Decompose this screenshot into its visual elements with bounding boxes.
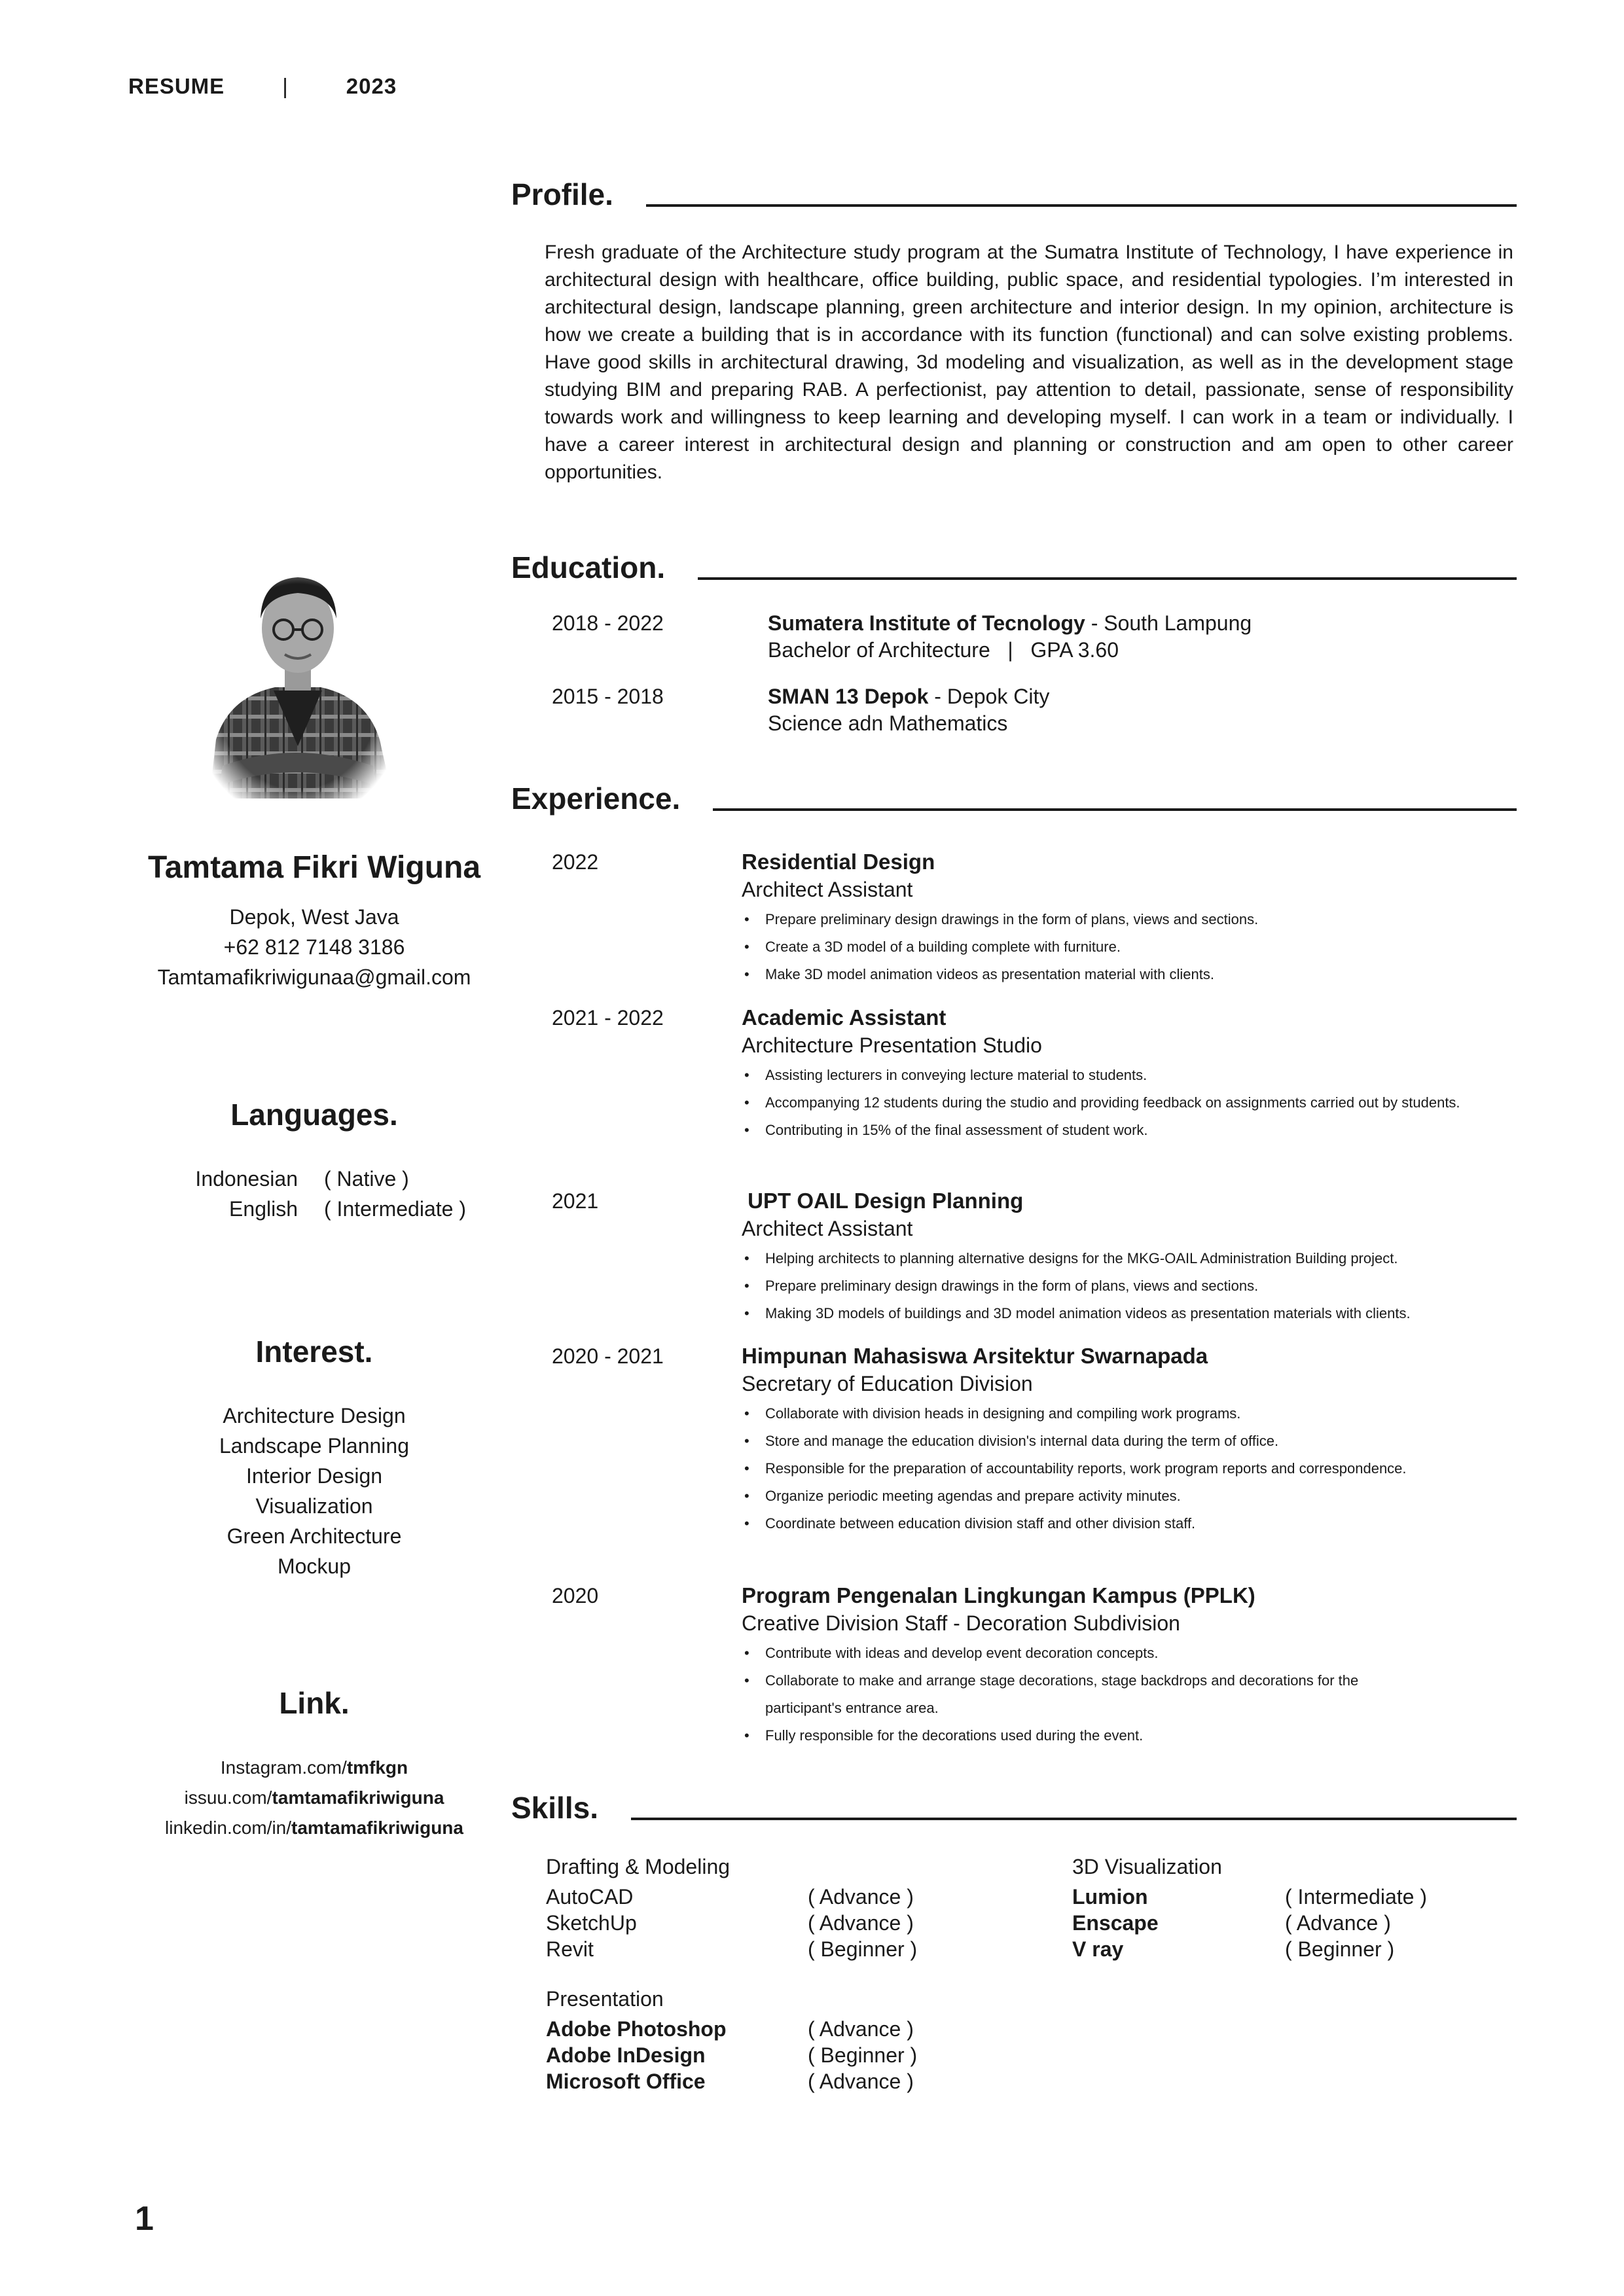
skills-drafting: [546, 1854, 917, 1962]
skill-level: ( Beginner ): [808, 2043, 918, 2067]
education-detail: Science adn Mathematics: [768, 711, 1008, 735]
profile-rule: [646, 204, 1517, 207]
experience-bullet: • Create a 3D model of a building complete with furniture.: [742, 933, 1534, 961]
experience-years: 2021 - 2022: [552, 1006, 664, 1030]
interest-item: Green Architecture: [226, 1524, 402, 1548]
skills-group-title: 3D Visualization: [1072, 1855, 1222, 1878]
experience-bullet: • Store and manage the education division's internal data during the term of office.: [742, 1427, 1534, 1455]
interest-item: Interior Design: [245, 1464, 383, 1488]
skills-title: Skills.: [511, 1791, 598, 1825]
experience-bullet: • Coordinate between education division staff and other division staff.: [742, 1510, 1534, 1537]
skill-tool: Enscape: [1072, 1911, 1159, 1935]
experience-item: [552, 1582, 1534, 1749]
experience-title: Academic Assistant: [742, 1005, 947, 1030]
experience-bullet: • Make 3D model animation videos as presentation material with clients.: [742, 961, 1534, 988]
education-place: - South Lampung: [1085, 611, 1252, 635]
education-detail: Bachelor of Architecture | GPA 3.60: [768, 638, 1119, 662]
interest-item: Mockup: [277, 1554, 352, 1578]
experience-bullet: • Contributing in 15% of the final assessment of student work.: [742, 1117, 1481, 1144]
page-header: [128, 74, 397, 99]
link-prefix: Instagram.com/: [220, 1757, 347, 1778]
experience-bullets: [742, 906, 1534, 988]
experience-role: Secretary of Education Division: [742, 1372, 1033, 1395]
experience-item: [552, 1342, 1534, 1537]
link-handle: tamtamafikriwiguna: [291, 1818, 463, 1838]
experience-title: UPT OAIL Design Planning: [742, 1189, 1024, 1213]
interest-item: Architecture Design: [223, 1404, 406, 1427]
language-name: Indonesian: [195, 1167, 298, 1191]
experience-role: Architect Assistant: [742, 1217, 913, 1240]
experience-years: 2020 - 2021: [552, 1344, 664, 1368]
links-list: [105, 1753, 524, 1843]
skill-level: ( Beginner ): [1285, 1937, 1395, 1961]
interest-item: Visualization: [255, 1494, 373, 1518]
skills-visualization: [1072, 1854, 1427, 1962]
experience-bullets: [742, 1400, 1534, 1537]
experience-rule: [713, 808, 1517, 811]
person-photo-icon: [196, 550, 399, 798]
experience-bullet: • Assisting lecturers in conveying lecture material to students.: [742, 1062, 1481, 1089]
skills-group-title: Drafting & Modeling: [546, 1855, 731, 1878]
skill-tool: Lumion: [1072, 1885, 1148, 1909]
skill-tool: Adobe Photoshop: [546, 2017, 727, 2041]
experience-bullet: • Collaborate to make and arrange stage decorations, stage backdrops and decorations for the participant's entrance area.: [742, 1667, 1435, 1722]
skill-tool: Revit: [546, 1937, 594, 1961]
education-school: SMAN 13 Depok: [768, 685, 929, 708]
language-level: ( Intermediate ): [324, 1197, 466, 1221]
experience-bullet: • Accompanying 12 students during the studio and providing feedback on assignments carried out by students.: [742, 1089, 1481, 1117]
skill-level: ( Advance ): [808, 1885, 914, 1909]
experience-bullet: • Prepare preliminary design drawings in the form of plans, views and sections.: [742, 906, 1534, 933]
experience-bullet: • Prepare preliminary design drawings in the form of plans, views and sections.: [742, 1272, 1534, 1300]
skill-level: ( Beginner ): [808, 1937, 918, 1961]
education-item: [552, 610, 1534, 664]
link-linkedin[interactable]: [105, 1813, 524, 1843]
experience-role: Architecture Presentation Studio: [742, 1033, 1042, 1057]
language-row: [105, 1164, 524, 1194]
experience-item: [552, 1004, 1534, 1144]
experience-bullets: [742, 1062, 1481, 1144]
experience-title: Himpunan Mahasiswa Arsitektur Swarnapada: [742, 1344, 1208, 1368]
experience-item: [552, 1187, 1534, 1327]
experience-item: [552, 848, 1534, 988]
header-resume: RESUME: [128, 74, 225, 98]
skill-level: ( Advance ): [808, 2017, 914, 2041]
experience-bullet: • Contribute with ideas and develop event decoration concepts.: [742, 1640, 1435, 1667]
experience-bullets: [742, 1245, 1534, 1327]
language-name: English: [229, 1197, 298, 1221]
education-title: Education.: [511, 550, 666, 584]
education-years: 2015 - 2018: [552, 685, 664, 708]
language-level: ( Native ): [324, 1167, 409, 1191]
profile-photo: [196, 550, 399, 798]
person-name: Tamtama Fikri Wiguna: [147, 850, 481, 885]
skill-level: ( Advance ): [1285, 1911, 1391, 1935]
education-school: Sumatera Institute of Tecnology: [768, 611, 1085, 635]
skills-rule: [631, 1818, 1517, 1820]
skill-tool: SketchUp: [546, 1911, 637, 1935]
experience-title: Experience.: [511, 781, 681, 816]
education-place: - Depok City: [928, 685, 1050, 708]
skills-group-title: Presentation: [546, 1987, 664, 2011]
link-handle: tmfkgn: [346, 1757, 408, 1778]
skills-section-title: [511, 1790, 1517, 1825]
experience-bullet: • Collaborate with division heads in designing and compiling work programs.: [742, 1400, 1534, 1427]
languages-list: [105, 1164, 524, 1224]
link-instagram[interactable]: [105, 1753, 524, 1783]
experience-bullet: • Organize periodic meeting agendas and prepare activity minutes.: [742, 1482, 1534, 1510]
link-prefix: linkedin.com/in/: [165, 1818, 292, 1838]
skill-level: ( Advance ): [808, 2070, 914, 2093]
experience-role: Creative Division Staff - Decoration Subdivision: [742, 1611, 1180, 1635]
skill-level: ( Advance ): [808, 1911, 914, 1935]
education-section-title: [511, 550, 1517, 585]
skill-level: ( Intermediate ): [1285, 1885, 1427, 1909]
profile-title: Profile.: [511, 177, 613, 211]
skill-tool: V ray: [1072, 1937, 1124, 1961]
header-year: 2023: [346, 74, 397, 98]
experience-bullet: • Responsible for the preparation of accountability reports, work program reports and correspondence.: [742, 1455, 1534, 1482]
education-item: [552, 683, 1534, 737]
link-title: Link.: [279, 1686, 350, 1720]
language-row: [105, 1194, 524, 1224]
profile-section-title: [511, 177, 1517, 212]
contact-info: [105, 902, 524, 992]
education-rule: [698, 577, 1517, 580]
languages-title: Languages.: [230, 1098, 398, 1132]
experience-years: 2022: [552, 850, 599, 874]
profile-text: Fresh graduate of the Architecture study program at the Sumatra Institute of Technology, I have experience in architectural design with healthcare, office building, public space, and residential typologies. I’m interested in architectural design, landscape planning, green architecture and interior design. In my opinion, architecture is how we create a building that is in accordance with its function (functional) and can solve existing problems. Have good skills in architectural drawing, 3d modeling and visualization, as well as in the development stage studying BIM and preparing RAB. A perfectionist, pay attention to detail, passionate, sense of responsibility towards work and willingness to keep learning and developing myself. I can work in a team or individually. I have a career interest in architectural design and planning or construction and am open to other career opportunities.: [545, 242, 1513, 483]
page-number: 1: [135, 2200, 154, 2238]
experience-bullet: • Making 3D models of buildings and 3D model animation videos as presentation materials with clients.: [742, 1300, 1534, 1327]
interest-list: [105, 1401, 524, 1581]
experience-years: 2021: [552, 1189, 599, 1213]
experience-title: Program Pengenalan Lingkungan Kampus (PPLK): [742, 1583, 1255, 1607]
person-location: Depok, West Java: [229, 905, 399, 929]
experience-bullet: • Fully responsible for the decorations used during the event.: [742, 1722, 1435, 1749]
link-issuu[interactable]: [105, 1783, 524, 1813]
skill-tool: Microsoft Office: [546, 2070, 706, 2093]
education-years: 2018 - 2022: [552, 611, 664, 635]
interest-title: Interest.: [255, 1335, 373, 1369]
skill-tool: Adobe InDesign: [546, 2043, 706, 2067]
experience-role: Architect Assistant: [742, 878, 913, 901]
interest-item: Landscape Planning: [219, 1434, 409, 1458]
header-separator: |: [282, 74, 289, 98]
link-handle: tamtamafikriwiguna: [272, 1787, 444, 1808]
experience-title: Residential Design: [742, 850, 935, 874]
experience-bullet: • Helping architects to planning alternative designs for the MKG-OAIL Administration Building project.: [742, 1245, 1534, 1272]
person-phone: +62 812 7148 3186: [223, 935, 405, 959]
link-prefix: issuu.com/: [184, 1787, 272, 1808]
experience-bullets: [742, 1640, 1435, 1749]
person-email: Tamtamafikriwigunaa@gmail.com: [157, 965, 471, 989]
skill-tool: AutoCAD: [546, 1885, 634, 1909]
experience-section-title: [511, 781, 1517, 816]
experience-years: 2020: [552, 1584, 599, 1607]
skills-presentation: [546, 1986, 917, 2094]
